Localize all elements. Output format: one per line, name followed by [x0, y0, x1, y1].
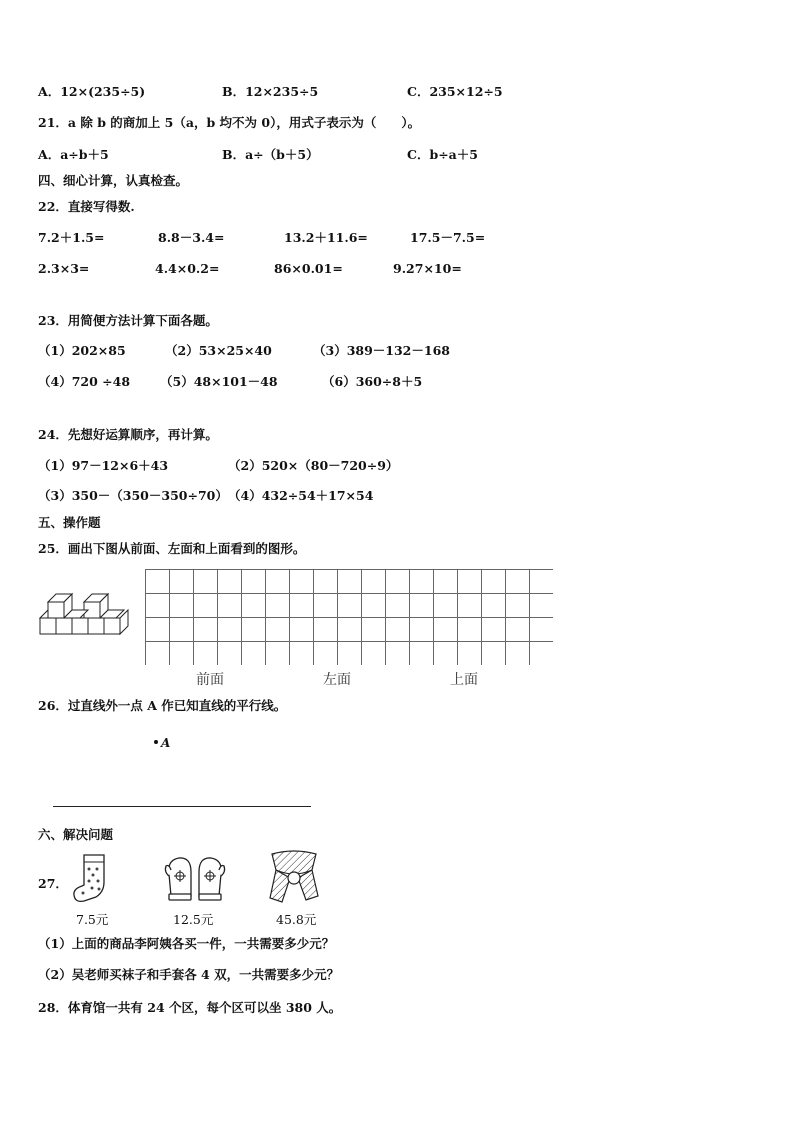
q22-item: 13.2＋11.6=	[284, 230, 368, 245]
q28-stem: 28．体育馆一共有 24 个区，每个区可以坐 380 人。	[38, 1000, 342, 1015]
q22-item: 7.2＋1.5=	[38, 230, 105, 245]
q24-item: （3）350－（350－350÷70）	[38, 488, 228, 503]
drawing-grid[interactable]	[145, 569, 553, 665]
q22-item: 86×0.01=	[274, 261, 343, 276]
q21-stem: 21．a 除 b 的商加上 5（a，b 均不为 0），用式子表示为（ ）。	[38, 115, 421, 130]
q22-item: 2.3×3=	[38, 261, 90, 276]
q27-sub2: （2）吴老师买袜子和手套各 4 双，一共需要多少元？	[38, 967, 340, 982]
q24-item: （4）432÷54＋17×54	[228, 488, 374, 503]
q25-stem: 25．画出下图从前面、左面和上面看到的图形。	[38, 541, 306, 556]
mitten-icon	[163, 852, 227, 902]
point-a-label: A	[161, 736, 171, 750]
label-top: 上面	[450, 672, 478, 688]
cube-stack-figure	[38, 590, 130, 640]
q23-item: （4）720 ÷48	[38, 374, 131, 389]
q24-item: （2）520×（80－720÷9）	[228, 458, 399, 473]
price-scarf: 45.8元	[276, 912, 317, 927]
q27-sub1: （1）上面的商品李阿姨各买一件，一共需要多少元？	[38, 936, 335, 951]
sock-icon	[70, 852, 114, 904]
q21-option-c: C．b÷a＋5	[407, 147, 478, 162]
q24-item: （1）97－12×6＋43	[38, 458, 169, 473]
q22-item: 8.8－3.4=	[158, 230, 225, 245]
q22-stem: 22．直接写得数.	[38, 199, 135, 214]
point-a-dot	[154, 740, 158, 744]
section6-heading: 六、解决问题	[38, 827, 114, 842]
q27-number: 27．	[38, 876, 68, 891]
q22-item: 9.27×10=	[393, 261, 462, 276]
q20-option-b: B．12×235÷5	[222, 84, 319, 99]
q20-option-a: A．12×(235÷5)	[38, 84, 146, 99]
q23-stem: 23．用简便方法计算下面各题。	[38, 313, 218, 328]
q23-item: （3）389－132－168	[313, 343, 450, 358]
q23-item: （6）360÷8＋5	[322, 374, 423, 389]
q22-item: 4.4×0.2=	[155, 261, 220, 276]
q23-item: （2）53×25×40	[165, 343, 272, 358]
label-front: 前面	[196, 672, 224, 688]
given-line	[53, 806, 311, 807]
q26-stem: 26．过直线外一点 A 作已知直线的平行线。	[38, 698, 287, 713]
section5-heading: 五、操作题	[38, 515, 101, 530]
q21-option-b: B．a÷（b＋5）	[222, 147, 319, 162]
q21-option-a: A．a÷b＋5	[38, 147, 109, 162]
section4-heading: 四、细心计算，认真检查。	[38, 173, 189, 188]
label-left: 左面	[323, 672, 351, 688]
price-sock: 7.5元	[76, 912, 109, 927]
q23-item: （1）202×85	[38, 343, 126, 358]
scarf-icon	[266, 848, 322, 906]
q24-stem: 24．先想好运算顺序，再计算。	[38, 427, 218, 442]
q23-item: （5）48×101－48	[160, 374, 278, 389]
q20-option-c: C．235×12÷5	[407, 84, 503, 99]
price-mitten: 12.5元	[173, 912, 214, 927]
q22-item: 17.5－7.5=	[410, 230, 486, 245]
